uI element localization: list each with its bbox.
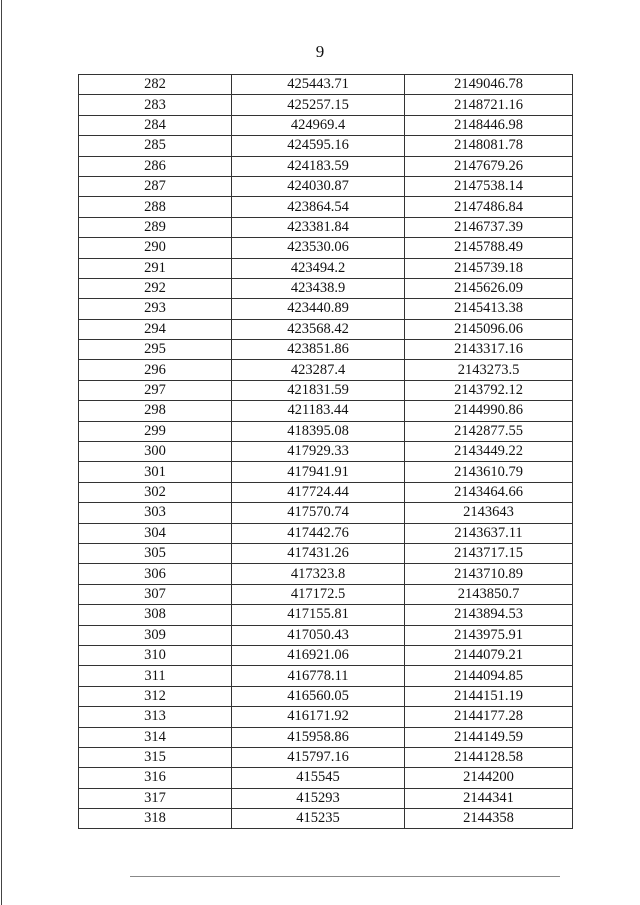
x-coordinate-cell: 423568.42 [232, 319, 405, 339]
table-row [79, 217, 573, 237]
x-coordinate-cell: 425443.71 [232, 75, 405, 95]
point-number-cell: 298 [79, 401, 232, 421]
y-coordinate-cell: 2145413.38 [405, 299, 573, 319]
point-number-cell: 318 [79, 809, 232, 829]
page-number: 9 [315, 42, 325, 61]
point-number-cell: 306 [79, 564, 232, 584]
table-row [79, 666, 573, 686]
point-number-cell: 317 [79, 788, 232, 808]
y-coordinate-cell: 2148446.98 [405, 115, 573, 135]
x-coordinate-cell: 421183.44 [232, 401, 405, 421]
x-coordinate-cell: 418395.08 [232, 421, 405, 441]
table-row [79, 768, 573, 788]
table-row [79, 503, 573, 523]
y-coordinate-cell: 2144094.85 [405, 666, 573, 686]
y-coordinate-cell: 2145096.06 [405, 319, 573, 339]
table-row [79, 788, 573, 808]
y-coordinate-cell: 2144200 [405, 768, 573, 788]
point-number-cell: 290 [79, 238, 232, 258]
page-edge [1, 0, 2, 905]
y-coordinate-cell: 2143850.7 [405, 584, 573, 604]
table-row [79, 340, 573, 360]
x-coordinate-cell: 415545 [232, 768, 405, 788]
table-row [79, 238, 573, 258]
point-number-cell: 296 [79, 360, 232, 380]
point-number-cell: 293 [79, 299, 232, 319]
point-number-cell: 316 [79, 768, 232, 788]
x-coordinate-cell: 423438.9 [232, 278, 405, 298]
y-coordinate-cell: 2144151.19 [405, 686, 573, 706]
point-number-cell: 311 [79, 666, 232, 686]
y-coordinate-cell: 2145788.49 [405, 238, 573, 258]
y-coordinate-cell: 2143710.89 [405, 564, 573, 584]
y-coordinate-cell: 2147538.14 [405, 176, 573, 196]
x-coordinate-cell: 424030.87 [232, 176, 405, 196]
table-row [79, 75, 573, 95]
y-coordinate-cell: 2148721.16 [405, 95, 573, 115]
x-coordinate-cell: 417442.76 [232, 523, 405, 543]
point-number-cell: 287 [79, 176, 232, 196]
y-coordinate-cell: 2143449.22 [405, 442, 573, 462]
point-number-cell: 301 [79, 462, 232, 482]
x-coordinate-cell: 416171.92 [232, 707, 405, 727]
table-row [79, 258, 573, 278]
point-number-cell: 284 [79, 115, 232, 135]
point-number-cell: 309 [79, 625, 232, 645]
x-coordinate-cell: 416921.06 [232, 645, 405, 665]
point-number-cell: 282 [79, 75, 232, 95]
x-coordinate-cell: 423530.06 [232, 238, 405, 258]
y-coordinate-cell: 2144149.59 [405, 727, 573, 747]
table-row [79, 401, 573, 421]
point-number-cell: 294 [79, 319, 232, 339]
y-coordinate-cell: 2146737.39 [405, 217, 573, 237]
y-coordinate-cell: 2149046.78 [405, 75, 573, 95]
x-coordinate-cell: 417941.91 [232, 462, 405, 482]
y-coordinate-cell: 2144341 [405, 788, 573, 808]
x-coordinate-cell: 415235 [232, 809, 405, 829]
table-body [79, 75, 573, 829]
point-number-cell: 289 [79, 217, 232, 237]
point-number-cell: 291 [79, 258, 232, 278]
table-row [79, 421, 573, 441]
point-number-cell: 314 [79, 727, 232, 747]
table-row [79, 543, 573, 563]
y-coordinate-cell: 2145739.18 [405, 258, 573, 278]
y-coordinate-cell: 2143975.91 [405, 625, 573, 645]
table-row [79, 442, 573, 462]
point-number-cell: 315 [79, 747, 232, 767]
table-row [79, 299, 573, 319]
x-coordinate-cell: 417570.74 [232, 503, 405, 523]
table-row [79, 747, 573, 767]
table-row [79, 809, 573, 829]
table-row [79, 176, 573, 196]
y-coordinate-cell: 2143610.79 [405, 462, 573, 482]
point-number-cell: 297 [79, 380, 232, 400]
table-row [79, 156, 573, 176]
point-number-cell: 305 [79, 543, 232, 563]
table-row [79, 197, 573, 217]
point-number-cell: 308 [79, 605, 232, 625]
table-row [79, 584, 573, 604]
x-coordinate-cell: 417929.33 [232, 442, 405, 462]
x-coordinate-cell: 425257.15 [232, 95, 405, 115]
point-number-cell: 295 [79, 340, 232, 360]
point-number-cell: 313 [79, 707, 232, 727]
table-row [79, 564, 573, 584]
point-number-cell: 299 [79, 421, 232, 441]
y-coordinate-cell: 2143464.66 [405, 482, 573, 502]
point-number-cell: 312 [79, 686, 232, 706]
table-row [79, 319, 573, 339]
table-row [79, 625, 573, 645]
y-coordinate-cell: 2143792.12 [405, 380, 573, 400]
table-row [79, 462, 573, 482]
y-coordinate-cell: 2142877.55 [405, 421, 573, 441]
y-coordinate-cell: 2143894.53 [405, 605, 573, 625]
x-coordinate-cell: 423864.54 [232, 197, 405, 217]
x-coordinate-cell: 415797.16 [232, 747, 405, 767]
bottom-rule [130, 876, 560, 877]
x-coordinate-cell: 417724.44 [232, 482, 405, 502]
y-coordinate-cell: 2144128.58 [405, 747, 573, 767]
x-coordinate-cell: 417172.5 [232, 584, 405, 604]
table-row [79, 727, 573, 747]
y-coordinate-cell: 2143637.11 [405, 523, 573, 543]
y-coordinate-cell: 2145626.09 [405, 278, 573, 298]
point-number-cell: 310 [79, 645, 232, 665]
x-coordinate-cell: 415293 [232, 788, 405, 808]
table-row [79, 686, 573, 706]
x-coordinate-cell: 415958.86 [232, 727, 405, 747]
point-number-cell: 304 [79, 523, 232, 543]
table-row [79, 95, 573, 115]
x-coordinate-cell: 421831.59 [232, 380, 405, 400]
y-coordinate-cell: 2143273.5 [405, 360, 573, 380]
x-coordinate-cell: 424595.16 [232, 136, 405, 156]
y-coordinate-cell: 2144990.86 [405, 401, 573, 421]
x-coordinate-cell: 423851.86 [232, 340, 405, 360]
table-row [79, 360, 573, 380]
y-coordinate-cell: 2144079.21 [405, 645, 573, 665]
table-row [79, 482, 573, 502]
point-number-cell: 300 [79, 442, 232, 462]
y-coordinate-cell: 2147486.84 [405, 197, 573, 217]
y-coordinate-cell: 2143317.16 [405, 340, 573, 360]
point-number-cell: 283 [79, 95, 232, 115]
point-number-cell: 285 [79, 136, 232, 156]
x-coordinate-cell: 416560.05 [232, 686, 405, 706]
x-coordinate-cell: 423494.2 [232, 258, 405, 278]
table-row [79, 136, 573, 156]
point-number-cell: 288 [79, 197, 232, 217]
point-number-cell: 292 [79, 278, 232, 298]
x-coordinate-cell: 423381.84 [232, 217, 405, 237]
table-row [79, 523, 573, 543]
x-coordinate-cell: 417323.8 [232, 564, 405, 584]
table-row [79, 380, 573, 400]
x-coordinate-cell: 423287.4 [232, 360, 405, 380]
table-row [79, 278, 573, 298]
y-coordinate-cell: 2144177.28 [405, 707, 573, 727]
x-coordinate-cell: 417050.43 [232, 625, 405, 645]
point-number-cell: 286 [79, 156, 232, 176]
y-coordinate-cell: 2143717.15 [405, 543, 573, 563]
table-row [79, 645, 573, 665]
point-number-cell: 303 [79, 503, 232, 523]
point-number-cell: 307 [79, 584, 232, 604]
x-coordinate-cell: 417431.26 [232, 543, 405, 563]
y-coordinate-cell: 2148081.78 [405, 136, 573, 156]
point-number-cell: 302 [79, 482, 232, 502]
x-coordinate-cell: 424969.4 [232, 115, 405, 135]
y-coordinate-cell: 2144358 [405, 809, 573, 829]
x-coordinate-cell: 417155.81 [232, 605, 405, 625]
x-coordinate-cell: 423440.89 [232, 299, 405, 319]
y-coordinate-cell: 2147679.26 [405, 156, 573, 176]
x-coordinate-cell: 424183.59 [232, 156, 405, 176]
table-row [79, 115, 573, 135]
x-coordinate-cell: 416778.11 [232, 666, 405, 686]
y-coordinate-cell: 2143643 [405, 503, 573, 523]
table-row [79, 605, 573, 625]
coordinates-table [78, 74, 573, 829]
table-row [79, 707, 573, 727]
